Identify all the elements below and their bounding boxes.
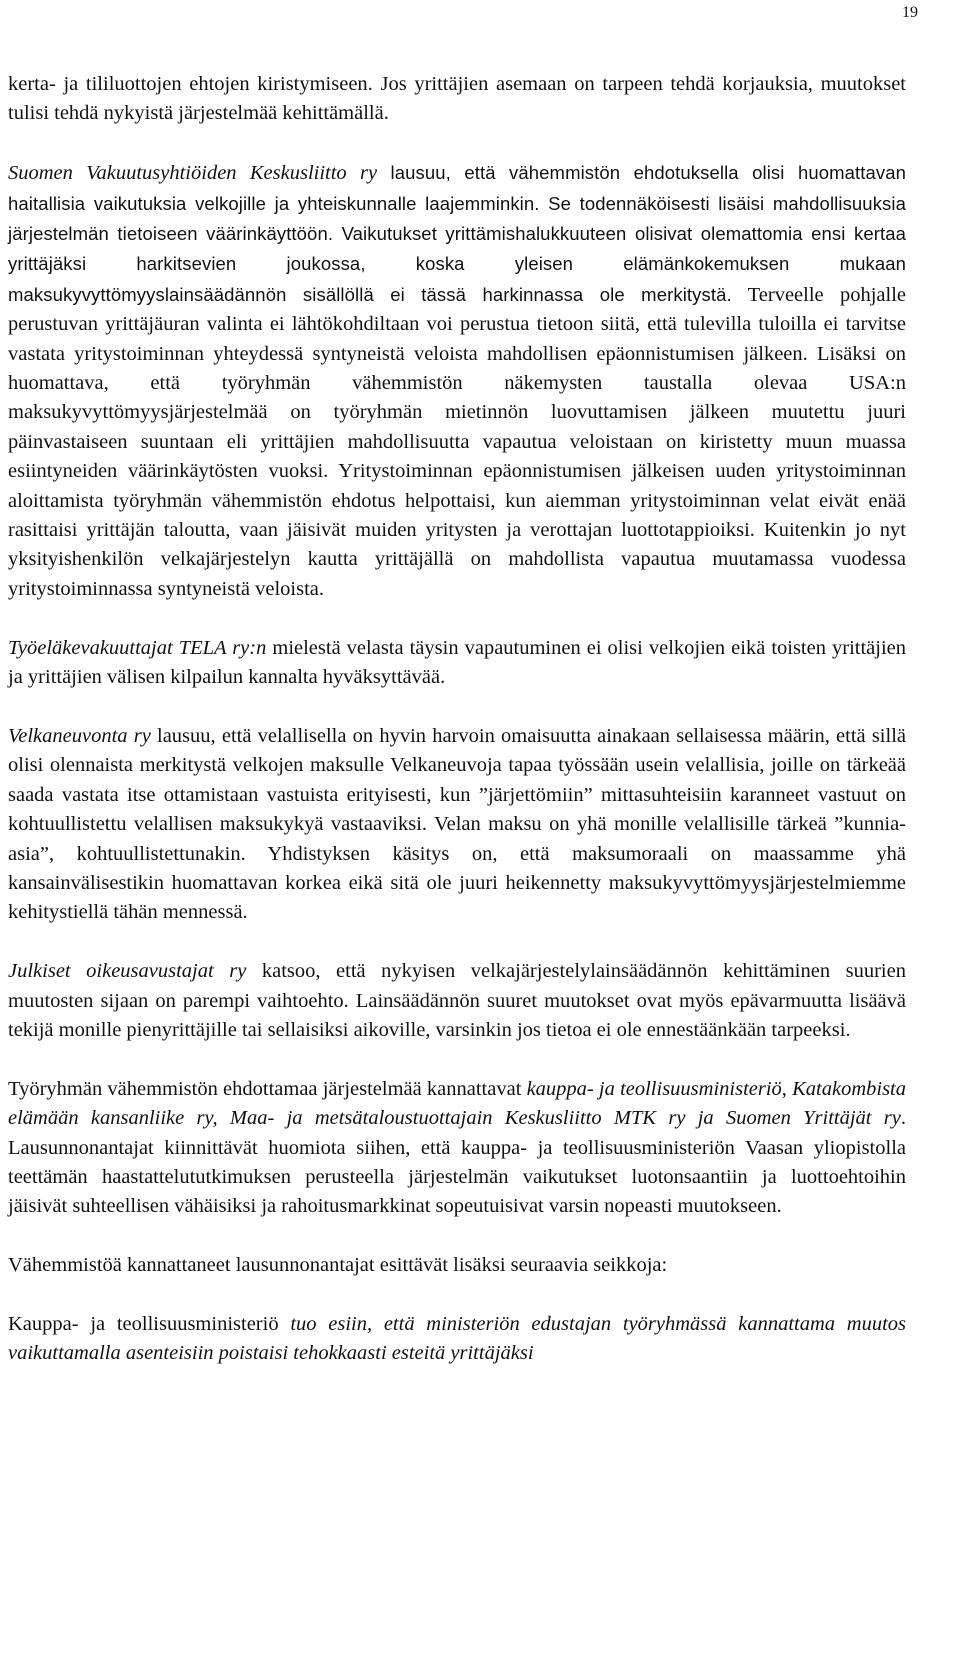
paragraph-kauppa-ja-teollisuusministerio [8, 1310, 906, 1369]
text-run: . Lausunnonantajat kiinnittävät huomiota siihen, että kauppa- ja teollisuusministeriön Vaasan yliopistolla teettämän haastattelututkimuksen perusteella järjestelmän vaikutukset luotonsaantiin ja luottoehtoihin jäisivät suhteellisen vähäisiksi ja rahoitusmarkkinat sopeutuisivat varsin nopeasti muutokseen. [8, 1107, 906, 1218]
text-run: kauppa- ja teollisuusministeriö, Katakombista elämään kansanliike ry, Maa- ja metsätaloustuottajain Keskusliitto MTK ry ja Suomen Yrittäjät ry [8, 1077, 906, 1130]
text-run: Terveelle pohjalle perustuvan yrittäjäuran valinta ei lähtökohdiltaan voi perustua tietoon siitä, että tulevilla tuloilla ei tarvitse vastata yritystoiminnan yhteydessä syntyneistä veloista mahdollisen epäonnistumisen jälkeen. Lisäksi on huomattava, että työryhmän vähemmistön näkemysten taustalla olevaa USA:n maksukyvyttömyysjärjestelmää on työryhmän mietinnön luovuttamisen jälkeen muutettu juuri päinvastaiseen suuntaan eli yrittäjien mahdollisuutta vapautua veloistaan on kiristetty muun muassa esiintyneiden väärinkäytösten vuoksi. Yritystoiminnan epäonnistumisen jälkeisen uuden yritystoiminnan aloittamista työryhmän vähemmistön ehdotus helpottaisi, kun aiemman yritystoiminnan velat eivät enää rasittaisi yrittäjän taloutta, vaan jäisivät muiden yritysten ja verottajan luottotappioiksi. Kuitenkin jo nyt yksityishenkilön velkajärjestelyn kautta yrittäjällä on mahdollista vapautua muutamassa vuodessa yritystoiminnassa syntyneistä veloista. [8, 283, 906, 600]
text-run: tuo esiin, että ministeriön edustajan työryhmässä kannattama muutos vaikuttamalla asenteisiin poistaisi tehokkaasti esteitä yrittäjäksi [8, 1312, 907, 1365]
text-run: Velkaneuvonta ry [8, 724, 151, 747]
text-run: Julkiset oikeusavustajat ry [8, 960, 247, 983]
text-run: Työryhmän vähemmistön ehdottamaa järjestelmää kannattavat [8, 1077, 527, 1100]
text-run: mielestä velasta täysin vapautuminen ei olisi velkojien eikä toisten yrittäjien ja yrittäjien välisen kilpailun kannalta hyväksyttävää. [8, 636, 906, 689]
text-run: Vähemmistöä kannattaneet lausunnonantajat esittävät lisäksi seuraavia seikkoja: [8, 1254, 668, 1277]
text-run: Työeläkevakuuttajat TELA ry:n [8, 636, 267, 659]
paragraph-vakuutusyhtioiden-keskusliitto [8, 158, 906, 604]
paragraph-lisaseikat [8, 1251, 906, 1280]
text-run: Kauppa- ja teollisuusministeriö [8, 1312, 291, 1335]
paragraph-julkiset-oikeusavustajat [8, 957, 906, 1045]
text-run: Suomen Vakuutusyhtiöiden Keskusliitto ry [8, 162, 378, 185]
text-run: lausuu, että vähemmistön ehdotuksella olisi huomattavan haitallisia vaikutuksia velkojille ja yhteiskunnalle laajemminkin. Se todennäköisesti lisäisi mahdollisuuksia järjestelmän tietoiseen väärinkäyttöön. Vaikutukset yrittämishalukkuuteen olisivat olemattomia ensi kertaa yrittäjäksi harkitsevien joukossa, koska yleisen elämänkokemuksen mukaan maksukyvyttömyyslainsäädännön sisällöllä ei tässä harkinnassa ole merkitystä. [8, 162, 907, 305]
paragraph-kannattajat [8, 1075, 906, 1222]
document-body [8, 70, 906, 1369]
text-run: kerta- ja tililuottojen ehtojen kiristymiseen. Jos yrittäjien asemaan on tarpeen tehdä korjauksia, muutokset tulisi tehdä nykyistä järjestelmää kehittämällä. [8, 73, 906, 125]
text-run: katsoo, että nykyisen velkajärjestelylainsäädännön kehittäminen suurien muutosten sijaan on parempi vaihtoehto. Lainsäädännön suuret muutokset ovat myös epävarmuutta lisäävä tekijä monille pienyrittäjille tai sellaisiksi aikoville, varsinkin jos tietoa ei ole ennestäänkään tarpeeksi. [8, 960, 906, 1041]
page-number: 19 [902, 4, 918, 21]
paragraph-kiristymiseen [8, 70, 906, 129]
paragraph-tela [8, 634, 906, 693]
paragraph-velkaneuvonta [8, 722, 906, 928]
text-run: lausuu, että velallisella on hyvin harvoin omaisuutta ainakaan sellaisessa määrin, että sillä olisi olennaista merkitystä velkojen maksulle Velkaneuvoja tapaa työssään usein velallisia, joille on tärkeää saada vastata itse ottamistaan vastuista erityisesti, kun ”järjettömiin” mittasuhteisiin karanneet vastuut on kohtuullistettu velallisen maksukykyä vastaaviksi. Velan maksu on yhä monille velallisille tärkeä ”kunnia-asia”, kohtuullistettunakin. Yhdistyksen käsitys on, että maksumoraali on maassamme yhä kansainvälisestikin huomattavan korkea eikä sitä ole juuri heikennetty maksukyvyttömyysjärjestelmiemme kehitystiellä tähän mennessä. [8, 724, 906, 924]
